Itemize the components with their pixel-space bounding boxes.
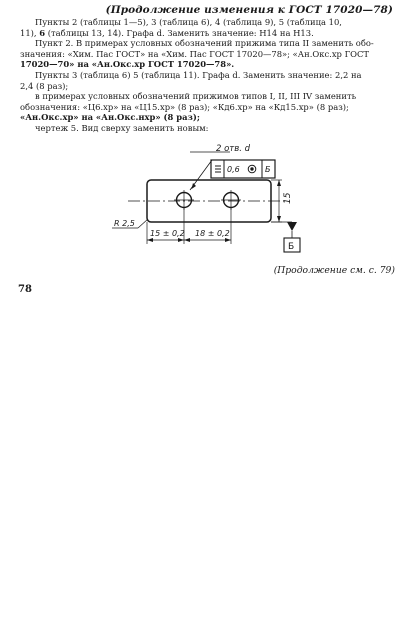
page-header: (Продолжение изменения к ГОСТ 17020—78) — [105, 4, 393, 16]
paragraph-line: Пункты 3 (таблица 6) 5 (таблица 11). Графа d. Заменить значение: 2,2 на — [35, 69, 362, 80]
dim-height: 15 — [283, 192, 293, 204]
paragraph-line: Пункты 2 (таблицы 1—5), 3 (таблица 6), 4 (таблица 9), 5 (таблица 10, — [35, 17, 342, 27]
page-number: 78 — [18, 284, 32, 295]
radius-label: R 2,5 — [114, 219, 135, 228]
datum-label: Б — [288, 242, 295, 252]
paragraph-line: в примерах условных обозначений прижимов типов I, II, III IV заменить — [35, 91, 357, 102]
paragraph-line: Пункт 2. В примерах условных обозначений прижима типа II заменить обо- — [35, 38, 374, 49]
bold-number: 6 — [39, 27, 46, 38]
paragraph-line: 2,4 (8 раз); — [20, 80, 69, 91]
tolerance-value: 0,6 — [227, 165, 240, 174]
dim-right: 18 ± 0,2 — [195, 229, 230, 238]
text-span: (таблицы 13, 14). Графа d. Заменить значение: H14 на H13. — [45, 27, 314, 38]
tolerance-label: 2 отв. d — [216, 144, 251, 154]
technical-drawing — [0, 0, 417, 300]
dim-left: 15 ± 0,2 — [150, 229, 185, 238]
paragraph-line: значения: «Хим. Пас ГОСТ» на «Хим. Пас ГОСТ 17020—78»; «Ан.Окс.хр ГОСТ — [20, 48, 369, 59]
text-span: 11), — [20, 27, 40, 38]
paragraph-line: чертеж 5. Вид сверху заменить новым: — [35, 122, 209, 133]
continuation-note: (Продолжение см. с. 79) — [273, 265, 395, 276]
hole-right — [221, 190, 241, 210]
paragraph-line: «Ан.Окс.хр» на «Ан.Окс.нхр» (8 раз); — [20, 112, 200, 123]
paragraph-line: 17020—70» на «Ан.Окс.хр ГОСТ 17020—78». — [20, 59, 235, 70]
hole-left — [174, 190, 194, 210]
paragraph-line: обозначения: «Ц6.хр» на «Ц15.хр» (8 раз); «Кд6.хр» на «Кд15.хр» (8 раз); — [20, 101, 349, 112]
tolerance-ref: Б — [265, 165, 271, 174]
